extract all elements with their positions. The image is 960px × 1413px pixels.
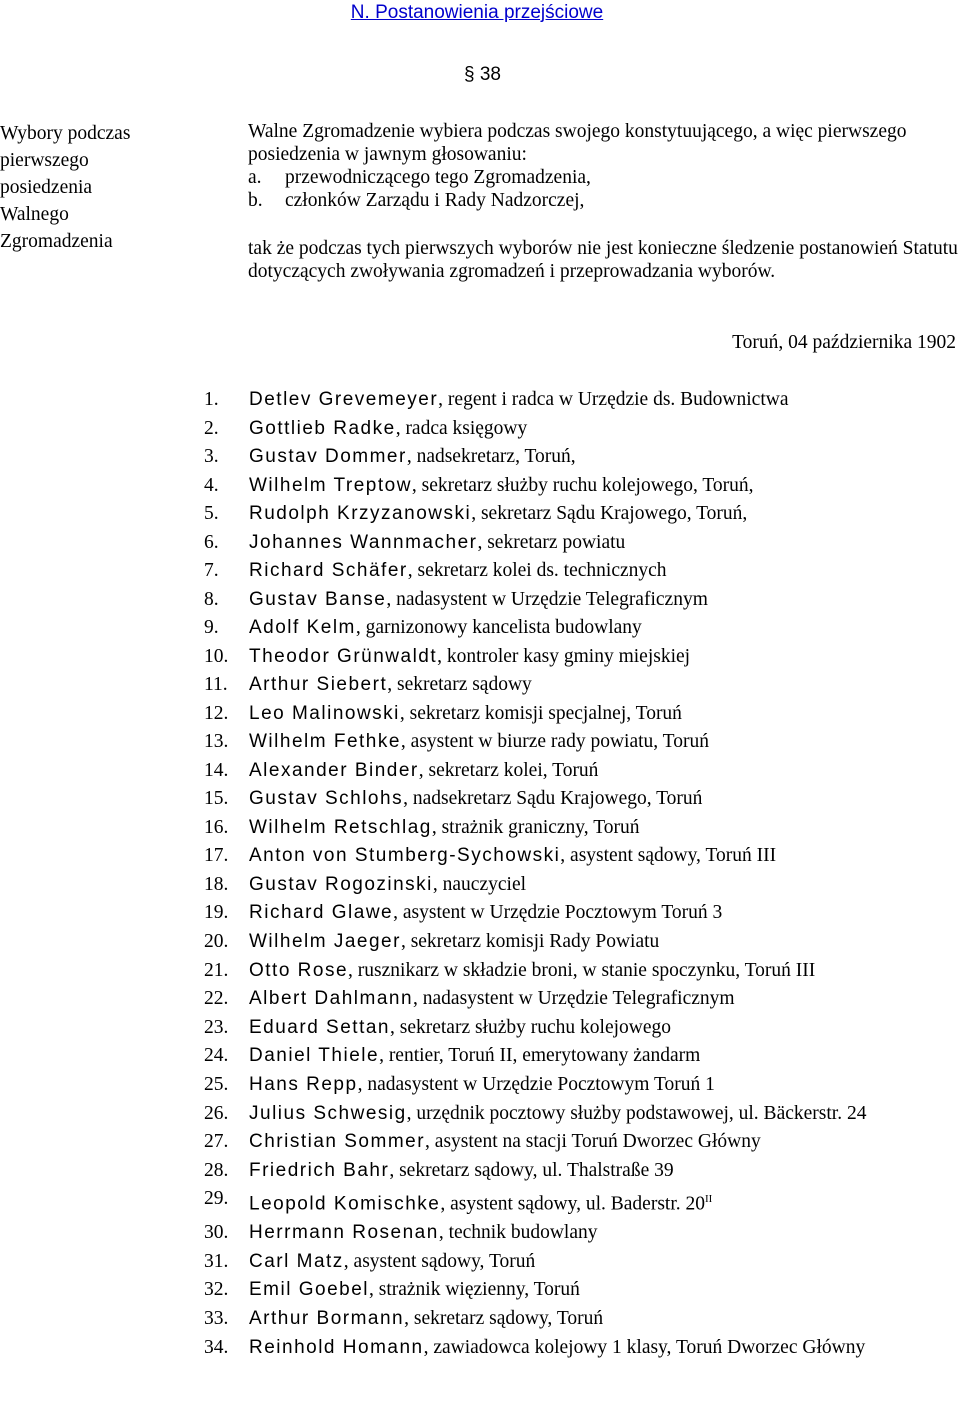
- spacer: [248, 212, 958, 237]
- member-name: Reinhold Homann: [249, 1337, 424, 1358]
- list-item-number: 26.: [204, 1103, 229, 1124]
- intro-item-b: [248, 189, 958, 212]
- list-item: [204, 643, 960, 672]
- member-description: , nadsekretarz, Toruń,: [406, 446, 576, 467]
- member-name: Leopold Komischke: [249, 1193, 441, 1215]
- member-description: , nadasystent w Urzędzie Telegraficznym: [413, 988, 735, 1009]
- member-name: Gottlieb Radke: [249, 417, 396, 439]
- list-item: [204, 500, 960, 529]
- member-description: , sekretarz służby ruchu kolejowego: [389, 1016, 672, 1038]
- list-item: [204, 586, 960, 615]
- member-name: Johannes Wannmacher: [249, 531, 478, 553]
- list-item: [204, 785, 960, 814]
- list-item-number: 2.: [204, 417, 219, 439]
- list-item: [204, 1248, 960, 1277]
- list-item: [204, 1042, 960, 1071]
- member-description: , strażnik graniczny, Toruń: [431, 816, 640, 838]
- member-name: Friedrich Bahr: [249, 1159, 390, 1181]
- member-description: , sekretarz powiatu: [477, 531, 626, 553]
- member-description: , strażnik więzienny, Toruń: [369, 1279, 580, 1300]
- list-item: [204, 871, 960, 900]
- margin-label-line: posiedzenia: [0, 177, 93, 198]
- member-description: , nadasystent w Urzędzie Telegraficznym: [386, 588, 708, 610]
- list-item-number: 13.: [204, 731, 229, 752]
- list-item: [204, 472, 960, 501]
- margin-label-line: Zgromadzenia: [0, 231, 113, 252]
- section-heading: N. Postanowienia przejściowe: [350, 2, 604, 23]
- list-item-number: 19.: [204, 902, 229, 923]
- list-item: [204, 1128, 960, 1157]
- date-line: Toruń, 04 października 1902: [732, 332, 956, 353]
- member-description: , sekretarz służby ruchu kolejowego, Toruń,: [411, 474, 754, 496]
- list-item-number: 30.: [204, 1222, 229, 1243]
- list-item: [204, 928, 960, 957]
- list-item-number: 9.: [204, 617, 219, 638]
- member-name: Wilhelm Jaeger: [249, 930, 401, 952]
- item-b-text: członków Zarządu i Rady Nadzorczej,: [285, 190, 585, 211]
- intro-item-a: [248, 166, 958, 189]
- paragraph-number: § 38: [464, 64, 501, 85]
- margin-label-line: pierwszego: [0, 150, 89, 171]
- member-name: Gustav Schlohs: [249, 788, 404, 809]
- margin-label-line: Wybory podczas: [0, 123, 131, 144]
- list-item-number: 21.: [204, 960, 229, 981]
- member-name: Gustav Banse: [249, 588, 387, 610]
- list-item: [204, 1071, 960, 1100]
- intro-line-2: tak że podczas tych pierwszych wyborów nie jest konieczne śledzenie postanowień Statutu dotyczących zwoływania zgromadzeń i przeprowadzania wyborów.: [248, 238, 958, 282]
- member-name: Wilhelm Retschlag: [249, 816, 432, 838]
- member-description: , technik budowlany: [438, 1222, 598, 1243]
- list-item: [204, 671, 960, 700]
- member-description: , urzędnik pocztowy służby podstawowej, ul. Bäckerstr. 24: [406, 1103, 867, 1124]
- list-item-number: 22.: [204, 988, 229, 1009]
- list-item-number: 5.: [204, 503, 219, 524]
- member-list: [204, 386, 960, 1362]
- member-name: Anton von Stumberg-Sychowski: [249, 845, 561, 866]
- list-item-number: 3.: [204, 446, 219, 467]
- member-description: , garnizonowy kancelista budowlany: [355, 617, 642, 638]
- list-item-number: 18.: [204, 873, 229, 895]
- member-name: Hans Repp: [249, 1073, 358, 1095]
- member-name: Detlev Grevemeyer: [249, 389, 439, 410]
- member-description: , sekretarz kolei, Toruń: [418, 759, 599, 781]
- member-name: Carl Matz: [249, 1250, 344, 1272]
- member-description: , asystent na stacji Toruń Dworzec Główny: [425, 1131, 761, 1152]
- list-item: [204, 443, 960, 472]
- list-item: [204, 1305, 960, 1334]
- list-item-number: 4.: [204, 474, 219, 496]
- list-item-number: 29.: [204, 1188, 229, 1209]
- list-item: [204, 842, 960, 871]
- margin-label-line: Walnego: [0, 204, 69, 225]
- list-item: [204, 1335, 960, 1361]
- paragraph-number-value: 38: [479, 64, 501, 85]
- list-item-number: 32.: [204, 1279, 229, 1300]
- member-description: , asystent sądowy, Toruń: [343, 1250, 536, 1272]
- list-item: [204, 1185, 960, 1219]
- member-description: , rusznikarz w składzie broni, w stanie spoczynku, Toruń III: [348, 960, 816, 981]
- member-description: , asystent sądowy, Toruń III: [560, 845, 777, 866]
- list-item-number: 20.: [204, 930, 229, 952]
- list-item-number: 28.: [204, 1159, 229, 1181]
- member-description: , asystent w Urzędzie Pocztowym Toruń 3: [393, 902, 723, 923]
- list-item-number: 10.: [204, 645, 229, 667]
- list-item: [204, 1276, 960, 1305]
- list-item: [204, 1157, 960, 1186]
- list-item-number: 25.: [204, 1073, 229, 1095]
- list-item: [204, 899, 960, 928]
- member-name: Adolf Kelm: [249, 617, 356, 638]
- list-item: [204, 529, 960, 558]
- member-name: Julius Schwesig: [249, 1103, 407, 1124]
- list-item: [204, 728, 960, 757]
- list-item-number: 16.: [204, 816, 229, 838]
- member-description: , kontroler kasy gminy miejskiej: [437, 645, 691, 667]
- member-name: Wilhelm Fethke: [249, 731, 401, 752]
- list-item-number: 33.: [204, 1307, 229, 1329]
- member-name: Richard Schäfer: [249, 560, 408, 581]
- member-name: Richard Glawe: [249, 902, 394, 923]
- list-item: [204, 386, 960, 415]
- list-item: [204, 757, 960, 786]
- item-b-label: b.: [248, 190, 263, 211]
- superscript: II: [705, 1193, 713, 1205]
- member-description: , rentier, Toruń II, emerytowany żandarm: [379, 1045, 701, 1066]
- list-item: [204, 1014, 960, 1043]
- intro-text: [248, 120, 958, 283]
- list-item: [204, 814, 960, 843]
- list-item: [204, 614, 960, 643]
- list-item-number: 24.: [204, 1045, 229, 1066]
- member-description: , nadasystent w Urzędzie Pocztowym Toruń 1: [357, 1073, 715, 1095]
- list-item-number: 31.: [204, 1250, 229, 1272]
- member-description: , sekretarz sądowy: [387, 674, 532, 695]
- list-item-number: 27.: [204, 1131, 229, 1152]
- list-item: [204, 700, 960, 729]
- item-a-text: przewodniczącego tego Zgromadzenia,: [285, 167, 591, 188]
- member-name: Wilhelm Treptow: [249, 474, 412, 496]
- member-description: , sekretarz komisji Rady Powiatu: [400, 930, 660, 952]
- member-name: Alexander Binder: [249, 759, 419, 781]
- list-item-number: 34.: [204, 1337, 229, 1358]
- member-name: Arthur Bormann: [249, 1307, 405, 1329]
- member-name: Theodor Grünwaldt: [249, 645, 438, 667]
- margin-label: [0, 120, 200, 255]
- list-item-number: 7.: [204, 560, 219, 581]
- member-description: , sekretarz komisji specjalnej, Toruń: [399, 702, 682, 724]
- list-item: [204, 415, 960, 444]
- list-item-number: 15.: [204, 788, 229, 809]
- list-item: [204, 958, 960, 984]
- member-description: , sekretarz sądowy, ul. Thalstraße 39: [389, 1159, 674, 1181]
- member-name: Rudolph Krzyzanowski: [249, 503, 472, 524]
- member-name: Gustav Dommer: [249, 446, 407, 467]
- member-name: Gustav Rogozinski: [249, 873, 433, 895]
- member-name: Emil Goebel: [249, 1279, 369, 1300]
- member-name: Arthur Siebert: [249, 674, 388, 695]
- member-name: Daniel Thiele: [249, 1045, 380, 1066]
- member-description: , nauczyciel: [432, 873, 527, 895]
- member-name: Christian Sommer: [249, 1131, 426, 1152]
- list-item-number: 12.: [204, 702, 229, 724]
- member-description: , sekretarz sądowy, Toruń: [404, 1307, 604, 1329]
- member-description: , asystent sądowy, ul. Baderstr. 20: [440, 1193, 705, 1215]
- list-item-number: 1.: [204, 389, 219, 410]
- member-description: , nadsekretarz Sądu Krajowego, Toruń: [403, 788, 703, 809]
- member-description: , sekretarz kolei ds. technicznych: [407, 560, 667, 581]
- intro-line-1: Walne Zgromadzenie wybiera podczas swojego konstytuującego, a więc pierwszego posiedzenia w jawnym głosowaniu:: [248, 121, 907, 165]
- list-item-number: 14.: [204, 759, 229, 781]
- member-name: Eduard Settan: [249, 1016, 390, 1038]
- member-name: Otto Rose: [249, 960, 349, 981]
- list-item: [204, 1219, 960, 1248]
- item-a-label: a.: [248, 167, 262, 188]
- list-item-number: 11.: [204, 674, 228, 695]
- list-item-number: 17.: [204, 845, 229, 866]
- member-description: , radca księgowy: [395, 417, 528, 439]
- list-item: [204, 557, 960, 586]
- list-item-number: 6.: [204, 531, 219, 553]
- member-description: , asystent w biurze rady powiatu, Toruń: [400, 731, 709, 752]
- list-item-number: 23.: [204, 1016, 229, 1038]
- list-item: [204, 985, 960, 1014]
- list-item: [204, 1101, 960, 1127]
- member-description: , zawiadowca kolejowy 1 klasy, Toruń Dworzec Główny: [423, 1337, 866, 1358]
- member-name: Leo Malinowski: [249, 702, 400, 724]
- member-description: , regent i radca w Urzędzie ds. Budownictwa: [438, 389, 789, 410]
- member-description: , sekretarz Sądu Krajowego, Toruń,: [471, 503, 748, 524]
- member-name: Herrmann Rosenan: [249, 1222, 439, 1243]
- list-item-number: 8.: [204, 588, 219, 610]
- member-name: Albert Dahlmann: [249, 988, 414, 1009]
